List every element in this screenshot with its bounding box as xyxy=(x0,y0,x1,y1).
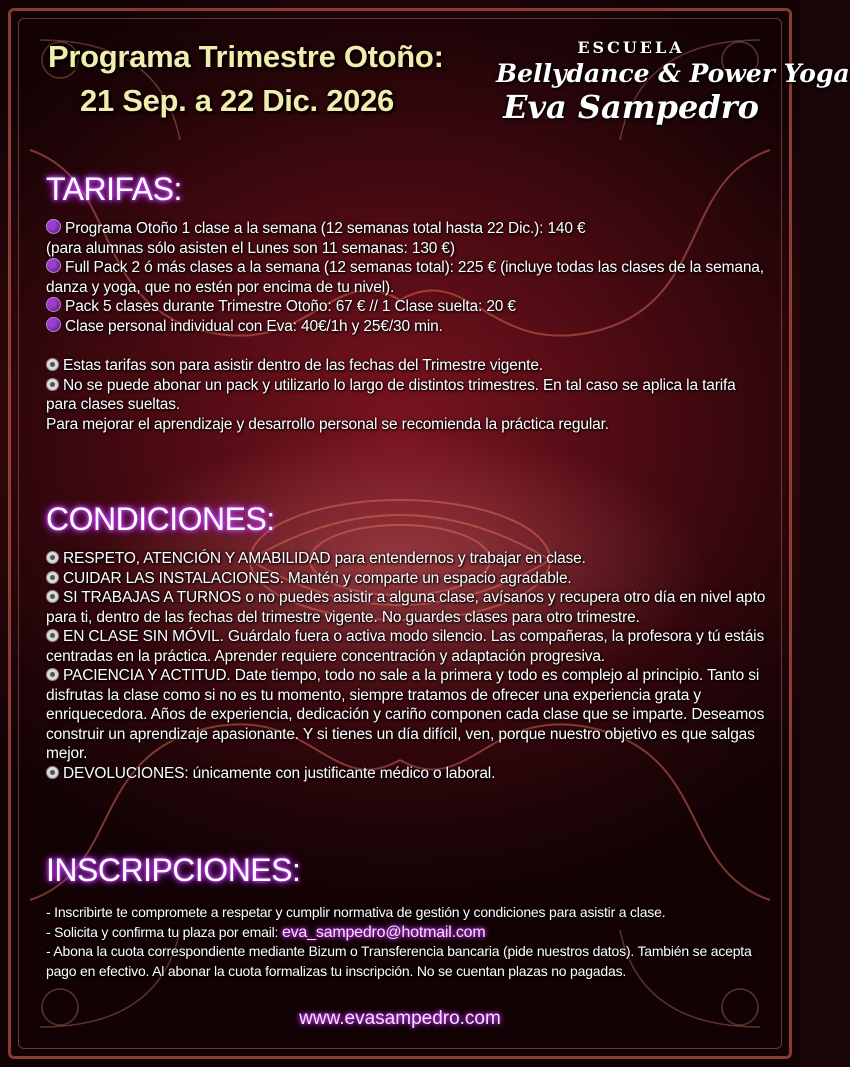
condiciones-heading: CONDICIONES: xyxy=(46,501,275,537)
tarifa-item: Full Pack 2 ó más clases a la semana (12 semanas total): 225 € (incluye todas las clases de la semana, danza y yoga, que no estén por encima de tu nivel). xyxy=(46,259,764,296)
inscripcion-item: - Abona la cuota correspondiente mediante Bizum o Transferencia bancaria (pide nuestros datos). También se acepta pago en efectivo. Al abonar la cuota formalizas tu inscripción. No se cuentan plazas no pagadas. xyxy=(46,943,752,979)
tarifa-note: Estas tarifas son para asistir dentro de las fechas del Trimestre vigente. xyxy=(46,356,766,376)
logo-line-disciplines: Bellydance & Power Yoga xyxy=(496,59,850,88)
tarifa-closing: Para mejorar el aprendizaje y desarrollo personal se recomienda la práctica regular. xyxy=(46,415,609,433)
radio-button-icon xyxy=(46,378,59,391)
logo-line-escuela: ESCUELA xyxy=(577,38,685,57)
inscripcion-item: - Inscribirte te compromete a respetar y cumplir normativa de gestión y condiciones para asistir a clase. xyxy=(46,904,666,920)
radio-button-icon xyxy=(46,668,59,681)
condicion-item: CUIDAR LAS INSTALACIONES. Mantén y comparte un espacio agradable. xyxy=(46,569,766,589)
radio-button-icon xyxy=(46,629,59,642)
purple-circle-icon xyxy=(46,219,61,234)
school-logo xyxy=(496,38,850,138)
inscripcion-item: - Solicita y confirma tu plaza por email: eva_sampedro@hotmail.com xyxy=(46,923,486,941)
purple-circle-icon xyxy=(46,297,61,312)
logo-line-name: Eva Sampedro xyxy=(503,88,759,126)
condicion-item: DEVOLUCIONES: únicamente con justificante médico o laboral. xyxy=(46,764,766,784)
radio-button-icon xyxy=(46,590,59,603)
radio-button-icon xyxy=(46,551,59,564)
purple-circle-icon xyxy=(46,317,61,332)
condicion-item: PACIENCIA Y ACTITUD. Date tiempo, todo no sale a la primera y todo es complejo al principio. Tanto si disfrutas la clase como si no es tu momento, siempre tratamos de ofrecer una experiencia grata y enriquecedora. Años de experiencia, dedicación y cariño componen cada clase que se imparte. Deseamos construir un aprendizaje apasionante. Y si tienes un día difícil, ven, porque nuestro objetivo es que salgas mejor. xyxy=(46,667,765,762)
radio-button-icon xyxy=(46,766,59,779)
website-link[interactable]: www.evasampedro.com xyxy=(299,1008,501,1029)
purple-circle-icon xyxy=(46,258,61,273)
inscripciones-heading: INSCRIPCIONES: xyxy=(46,852,301,888)
contact-email-link[interactable]: eva_sampedro@hotmail.com xyxy=(281,923,486,941)
tarifas-heading: TARIFAS: xyxy=(46,171,182,207)
radio-button-icon xyxy=(46,358,59,371)
tarifa-item: Programa Otoño 1 clase a la semana (12 semanas total hasta 22 Dic.): 140 € xyxy=(46,219,766,239)
condicion-item: SI TRABAJAS A TURNOS o no puedes asistir a alguna clase, avísanos y recupera otro día en nivel apto para ti, dentro de las fechas del trimestre vigente. No guardes clases para otro trimestre. xyxy=(46,589,766,626)
condicion-item: RESPETO, ATENCIÓN Y AMABILIDAD para entendernos y trabajar en clase. xyxy=(46,549,766,569)
radio-button-icon xyxy=(46,571,59,584)
condicion-item: EN CLASE SIN MÓVIL. Guárdalo fuera o activa modo silencio. Las compañeras, la profesora y tú estáis centradas en la práctica. Aprender requiere concentración y adaptación progresiva. xyxy=(46,628,765,665)
inscripciones-section xyxy=(46,903,766,981)
tarifas-section xyxy=(46,219,766,434)
tarifa-note: No se puede abonar un pack y utilizarlo lo largo de distintos trimestres. En tal caso se aplica la tarifa para clases sueltas. xyxy=(46,376,736,413)
condiciones-section xyxy=(46,549,766,783)
tarifa-item: Pack 5 clases durante Trimestre Otoño: 67 € // 1 Clase suelta: 20 € xyxy=(46,297,766,317)
program-title: Programa Trimestre Otoño: xyxy=(48,39,444,74)
tarifa-item: Clase personal individual con Eva: 40€/1h y 25€/30 min. xyxy=(46,317,766,337)
program-dates: 21 Sep. a 22 Dic. 2026 xyxy=(80,83,394,118)
tarifa-item: (para alumnas sólo asisten el Lunes son 11 semanas: 130 €) xyxy=(46,239,455,257)
